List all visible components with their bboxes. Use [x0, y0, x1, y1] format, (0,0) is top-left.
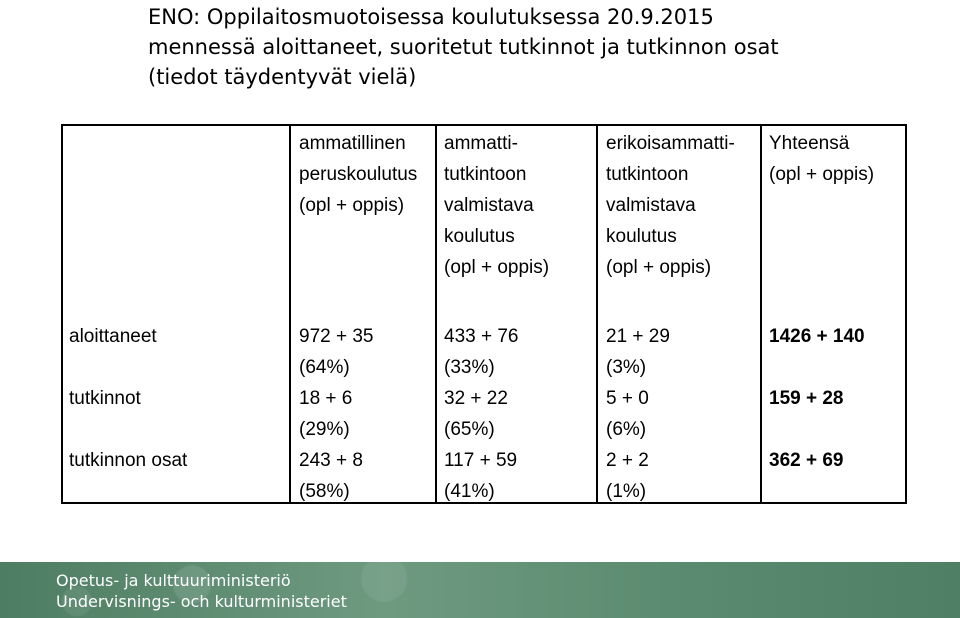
table-divider [289, 126, 291, 502]
column-header-ammatillinen: ammatillinen peruskoulutus (opl + oppis) [299, 133, 418, 216]
table-cell: 32 + 22 (65%) [444, 388, 508, 440]
table-divider [596, 126, 598, 502]
title-line-3: (tiedot täydentyvät vielä) [148, 65, 417, 89]
table-cell: 18 + 6 (29%) [299, 388, 353, 440]
column-header-ammattitutkinto: ammatti- tutkintoon valmistava koulutus (opl + oppis) [444, 133, 550, 278]
ministry-name-finnish: Opetus- ja kulttuuriministeriö [56, 571, 291, 590]
table-cell: 243 + 8 (58%) [299, 450, 363, 502]
row-label-aloittaneet: aloittaneet [69, 326, 157, 347]
slide-title [148, 2, 948, 92]
ministry-footer-banner [0, 562, 960, 618]
statistics-table [61, 124, 907, 504]
table-cell: 21 + 29 (3%) [606, 326, 670, 378]
ministry-name-swedish: Undervisnings- och kulturministeriet [56, 592, 347, 611]
title-line-1: ENO: Oppilaitosmuotoisessa koulutuksessa 20.9.2015 [148, 5, 714, 29]
table-cell: 972 + 35 (64%) [299, 326, 374, 378]
table-cell: 433 + 76 (33%) [444, 326, 519, 378]
row-label-tutkinnon-osat: tutkinnon osat [69, 450, 188, 471]
title-line-2: mennessä aloittaneet, suoritetut tutkinnot ja tutkinnon osat [148, 35, 779, 59]
row-label-tutkinnot: tutkinnot [69, 388, 141, 409]
column-header-yhteensa: Yhteensä (opl + oppis) [769, 133, 875, 185]
column-header-erikoisammattitutkinto: erikoisammatti- tutkintoon valmistava koulutus (opl + oppis) [606, 133, 735, 278]
table-divider [435, 126, 437, 502]
total-cell: 1426 + 140 [769, 326, 865, 347]
table-cell: 117 + 59 (41%) [444, 450, 518, 502]
table-cell: 2 + 2 (1%) [606, 450, 649, 502]
table-cell: 5 + 0 (6%) [606, 388, 649, 440]
total-cell: 159 + 28 [769, 388, 844, 409]
table-divider [760, 126, 762, 502]
total-cell: 362 + 69 [769, 450, 844, 471]
ministry-logo-text [56, 570, 347, 612]
